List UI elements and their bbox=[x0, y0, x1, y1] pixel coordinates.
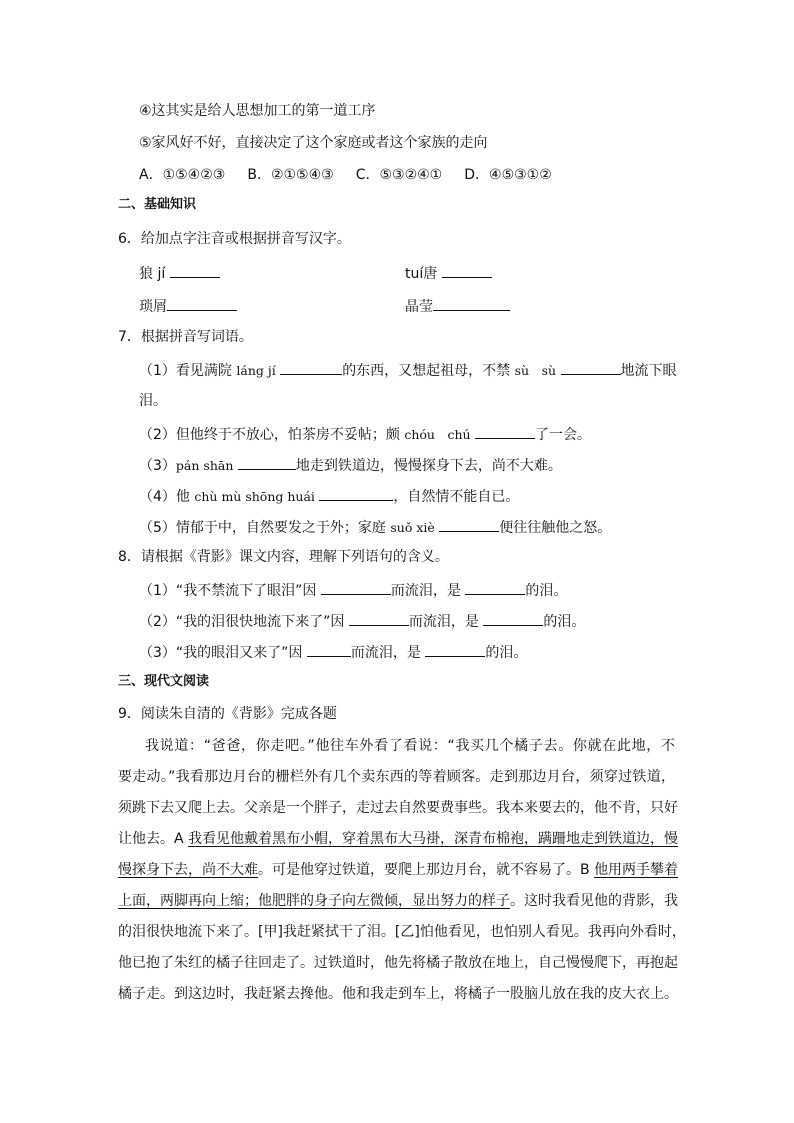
q7-blank-1b[interactable] bbox=[561, 359, 621, 375]
passage-line: 须跳下去又爬上去。父亲是一个胖子，走过去自然要费事些。我本来要去的，他不肯，只好 bbox=[118, 800, 678, 816]
underlined-sentence-b: 他用两手攀着 bbox=[594, 862, 679, 878]
q7-sentence-5: （5）情郁于中，自然要发之于外；家庭 suǒ xiè 便往往触他之怒。 bbox=[139, 516, 611, 538]
passage-line: 他已抱了朱红的橘子往回走了。过铁道时，他先将橘子散放在地上，自己慢慢爬下，再抱起 bbox=[118, 955, 678, 971]
q6-item-b: tuí唐 bbox=[405, 262, 492, 284]
q5-item-5: ⑤家风好不好，直接决定了这个家庭或者这个家族的走向 bbox=[139, 135, 488, 151]
q6-answer-blank-a[interactable] bbox=[170, 262, 220, 278]
underlined-sentence-b-cont: 上面，两脚再向上缩；他肥胖的身子向左微倾，显出努力的样子 bbox=[118, 893, 510, 909]
q8-sentence-1: （1）“我不禁流下了眼泪”因 而流泪，是 的泪。 bbox=[139, 579, 567, 601]
passage-line: 要走动。”我看那边月台的栅栏外有几个卖东西的等着顾客。走到那边月台，须穿过铁道， bbox=[118, 769, 675, 785]
q8-blank-3b[interactable] bbox=[425, 641, 485, 657]
q7-sentence-4: （4）他 chù mù shōng huái ，自然情不能自已。 bbox=[139, 485, 519, 507]
passage-line: 的泪很快地流下来了。[甲]我赶紧拭干了泪。[乙]怕他看见，也怕别人看见。我再向外看时， bbox=[118, 924, 686, 940]
q5-item-4: ④这其实是给人思想加工的第一道工序 bbox=[139, 103, 376, 119]
q8-stem: 8．请根据《背影》课文内容，理解下列语句的含义。 bbox=[118, 549, 449, 565]
section-2-title: 二、基础知识 bbox=[118, 197, 197, 212]
q8-blank-1b[interactable] bbox=[465, 579, 525, 595]
passage-line: 慢探身下去，尚不大难。可是他穿过铁道，要爬上那边月台，就不容易了。B 他用两手攀着 bbox=[118, 862, 679, 878]
q5-option-b[interactable]: B．②①⑤④③ bbox=[247, 167, 334, 183]
section-3-title: 三、现代文阅读 bbox=[118, 674, 210, 689]
q5-option-c[interactable]: C．⑤③②④① bbox=[355, 167, 443, 183]
q5-option-d[interactable]: D．④⑤③①② bbox=[464, 167, 552, 183]
q8-blank-2b[interactable] bbox=[483, 610, 543, 626]
q6-item-c: 琐屑 bbox=[139, 295, 237, 317]
q7-blank-4[interactable] bbox=[319, 485, 393, 501]
q8-blank-3a[interactable] bbox=[307, 641, 351, 657]
passage-line: 橘子走。到这边时，我赶紧去搀他。他和我走到车上，将橘子一股脑儿放在我的皮大衣上。 bbox=[118, 986, 678, 1002]
underlined-sentence-a: 我看见他戴着黑布小帽，穿着黑布大马褂，深青布棉袍，蹒跚地走到铁道边，慢 bbox=[188, 831, 679, 847]
q7-sentence-1: （1）看见满院 láng jí 的东西，又想起祖母，不禁 sù sù 地流下眼 bbox=[139, 359, 677, 381]
q7-sentence-3: （3）pán shān 地走到铁道边，慢慢探身下去，尚不大难。 bbox=[139, 454, 562, 476]
q7-sentence-2: （2）但他终于不放心，怕茶房不妥帖；颇 chóu chú 了一会。 bbox=[139, 423, 591, 445]
q6-answer-blank-c[interactable] bbox=[167, 295, 237, 311]
q8-sentence-2: （2）“我的泪很快地流下来了”因 而流泪，是 的泪。 bbox=[139, 610, 585, 632]
q7-sentence-1-cont: 泪。 bbox=[139, 393, 167, 409]
q5-option-a[interactable]: A．①⑤④②③ bbox=[139, 167, 226, 183]
q9-stem: 9．阅读朱自清的《背影》完成各题 bbox=[118, 706, 337, 722]
q8-blank-1a[interactable] bbox=[321, 579, 391, 595]
q7-blank-3[interactable] bbox=[238, 454, 296, 470]
passage-line: 让他去。A 我看见他戴着黑布小帽，穿着黑布大马褂，深青布棉袍，蹒跚地走到铁道边，慢 bbox=[118, 831, 679, 847]
q8-sentence-3: （3）“我的眼泪又来了”因 而流泪，是 的泪。 bbox=[139, 641, 527, 663]
q6-stem: 6．给加点字注音或根据拼音写汉字。 bbox=[118, 231, 351, 247]
passage-line: 我说道：“爸爸，你走吧。”他往车外看了看说：“我买几个橘子去。你就在此地，不 bbox=[145, 738, 675, 754]
q7-blank-1a[interactable] bbox=[280, 359, 342, 375]
q7-blank-2[interactable] bbox=[475, 423, 535, 439]
q8-blank-2a[interactable] bbox=[349, 610, 409, 626]
q5-options bbox=[139, 165, 552, 185]
underlined-sentence-a-cont: 慢探身下去，尚不大难 bbox=[118, 862, 258, 878]
q7-stem: 7．根据拼音写词语。 bbox=[118, 329, 253, 345]
q6-item-a: 狼 jí bbox=[139, 262, 220, 284]
passage-line: 上面，两脚再向上缩；他肥胖的身子向左微倾，显出努力的样子。这时我看见他的背影，我 bbox=[118, 893, 678, 909]
q7-blank-5[interactable] bbox=[439, 516, 499, 532]
q6-answer-blank-b[interactable] bbox=[442, 262, 492, 278]
q6-answer-blank-d[interactable] bbox=[433, 295, 510, 311]
q6-item-d: 晶莹 bbox=[405, 295, 510, 317]
